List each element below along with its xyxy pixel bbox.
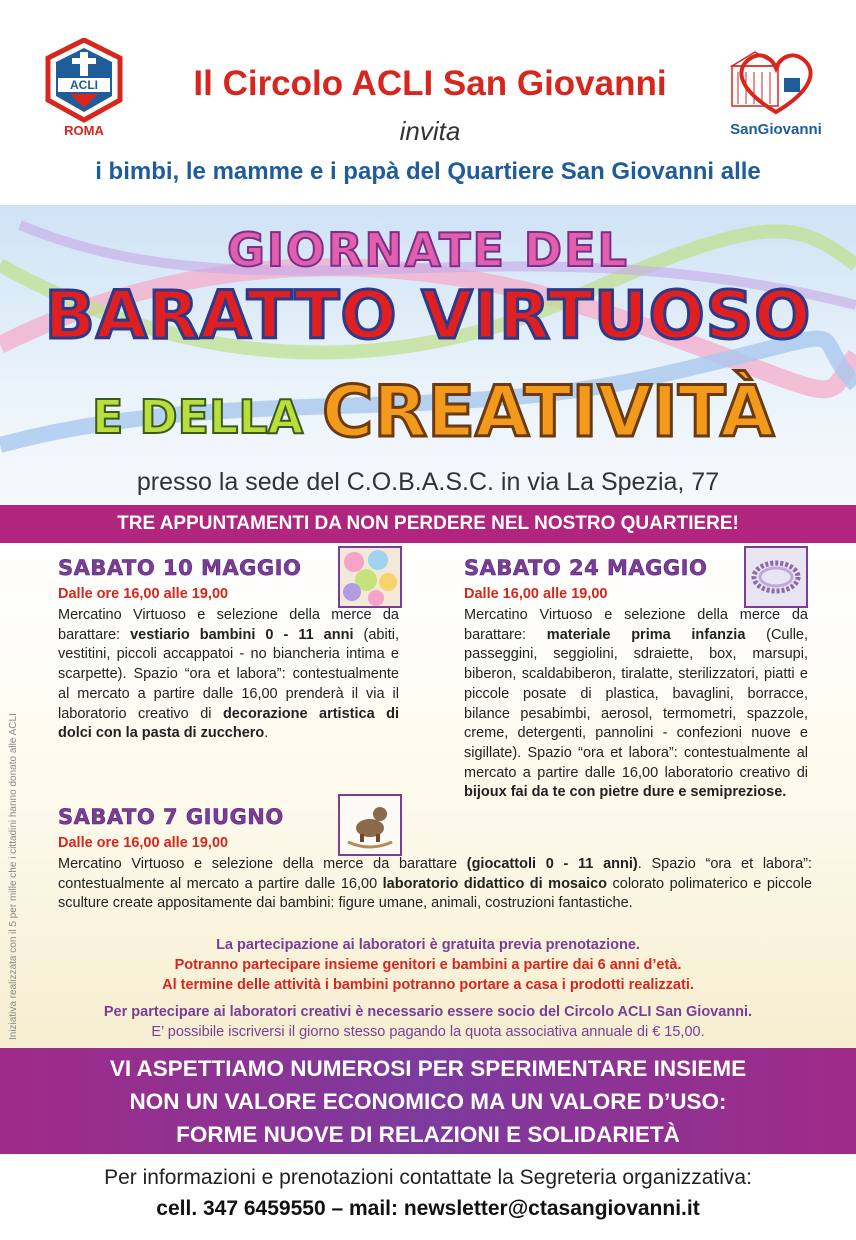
appointments-bar: TRE APPUNTAMENTI DA NON PERDERE NEL NOSTRO QUARTIERE! xyxy=(0,505,856,543)
event-2-time: Dalle 16,00 alle 19,00 xyxy=(464,586,608,602)
banner-line-3b: CREATIVITÀ xyxy=(322,371,775,453)
note-fee: E’ possibile iscriversi il giorno stesso pagando la quota associativa annuale di € 15,00. xyxy=(151,1024,705,1040)
contact-info-line: Per informazioni e prenotazioni contattate la Segreteria organizzativa: xyxy=(104,1166,752,1189)
note-take-home: Al termine delle attività i bambini potranno portare a casa i prodotti realizzati. xyxy=(162,977,694,993)
sangiovanni-logo xyxy=(722,42,830,142)
event-1-time: Dalle ore 16,00 alle 19,00 xyxy=(58,586,229,602)
cupcakes-image xyxy=(338,546,402,608)
invita-text: invita xyxy=(399,116,461,146)
subtitle: i bimbi, le mamme e i papà del Quartiere San Giovanni alle xyxy=(95,158,761,185)
event-1-title: SABATO 10 MAGGIO xyxy=(58,556,302,580)
note-membership: Per partecipare ai laboratori creativi è necessario essere socio del Circolo ACLI San Giovanni. xyxy=(103,1004,753,1020)
bijoux-image xyxy=(744,546,808,608)
banner-line-2: BARATTO VIRTUOSO xyxy=(44,277,812,354)
event-2-bold-b: bijoux fai da te con pietre dure e semipreziose. xyxy=(464,784,787,801)
banner xyxy=(0,205,856,505)
closing-line-1: VI ASPETTIAMO NUMEROSI PER SPERIMENTARE INSIEME xyxy=(109,1056,747,1081)
event-1-text-a: Mercatino Virtuoso e selezione della merce da barattare: xyxy=(58,607,399,643)
event-1-bold-a: vestiario bambini 0 - 11 anni xyxy=(130,626,354,643)
event-1-text-b: (abiti, vestitini, piccoli accappatoi - no biancheria intima e scarpette). Spazio “ora et labora”: contestualmente al mercato a partire dalle 16,00 prenderà il via il laboratorio creativo di xyxy=(58,626,399,722)
acli-logo-city: ROMA xyxy=(64,123,104,138)
event-3-text-b: . Spazio “ora et labora”: contestualmente al mercato a partire dalle 16,00 xyxy=(58,856,812,892)
event-3-body xyxy=(58,855,812,914)
closing-line-2: NON UN VALORE ECONOMICO MA UN VALORE D’USO: xyxy=(129,1089,727,1114)
event-2-text-a: Mercatino Virtuoso e selezione della merce da barattare: xyxy=(464,607,808,643)
closing-box xyxy=(0,1048,856,1154)
acli-logo xyxy=(44,38,124,138)
side-note-text: Iniziativa realizzata con il 5 per mille che i cittadini hanno donato alle ACLI xyxy=(8,713,19,1040)
page-title: Il Circolo ACLI San Giovanni xyxy=(193,64,667,103)
event-2-title: SABATO 24 MAGGIO xyxy=(464,556,708,580)
event-1-body xyxy=(58,606,399,744)
banner-line-3a: E DELLA xyxy=(92,390,304,444)
event-3-text-c: colorato polimaterico e piccole sculture create appositamente dai bambini: figure umane, animali, costruzioni fantastiche. xyxy=(58,875,812,912)
event-1-text-c: . xyxy=(264,725,269,742)
rocking-horse-image xyxy=(338,794,402,856)
closing-line-3: FORME NUOVE DI RELAZIONI E SOLIDARIETÀ xyxy=(176,1122,680,1147)
sangiovanni-logo-text: SanGiovanni xyxy=(730,121,822,138)
event-2-bold-a: materiale prima infanzia xyxy=(546,626,746,643)
acli-logo-text: ACLI xyxy=(70,78,98,92)
event-3-bold-b: laboratorio didattico di mosaico xyxy=(382,875,608,892)
event-3-time: Dalle ore 16,00 alle 19,00 xyxy=(58,835,229,851)
event-3-text-a: Mercatino Virtuoso e selezione della merce da barattare xyxy=(58,856,467,872)
event-2-body xyxy=(464,606,808,803)
location-text: presso la sede del C.O.B.A.S.C. in via La Spezia, 77 xyxy=(136,468,720,496)
contact-details: cell. 347 6459550 – mail: newsletter@ctasangiovanni.it xyxy=(156,1197,700,1220)
event-3-title: SABATO 7 GIUGNO xyxy=(58,805,284,829)
event-1-bold-b: decorazione artistica di dolci con la pasta di zucchero xyxy=(58,705,399,742)
note-free: La partecipazione ai laboratori è gratuita previa prenotazione. xyxy=(216,937,640,953)
event-2-text-b: (Culle, passeggini, seggiolini, sdraiette, box, marsupi, biberon, scaldabiberon, tiralatte, sterilizzatori, piatti e piccole posate di plastica, bavaglini, borracce, bilance pesabimbi, aerosol, termometri, spazzole, creme, detergenti, pannolini - confezioni nuove e sigillate). Spazio “ora et labora”: contestualmente al mercato a partire dalle 16,00 laboratorio creativo di xyxy=(464,626,809,781)
note-age: Potranno partecipare insieme genitori e bambini a partire dai 6 anni d’età. xyxy=(174,957,682,973)
event-3-bold-a: (giocattoli 0 - 11 anni) xyxy=(466,856,638,872)
banner-line-1: GIORNATE DEL xyxy=(227,223,629,277)
